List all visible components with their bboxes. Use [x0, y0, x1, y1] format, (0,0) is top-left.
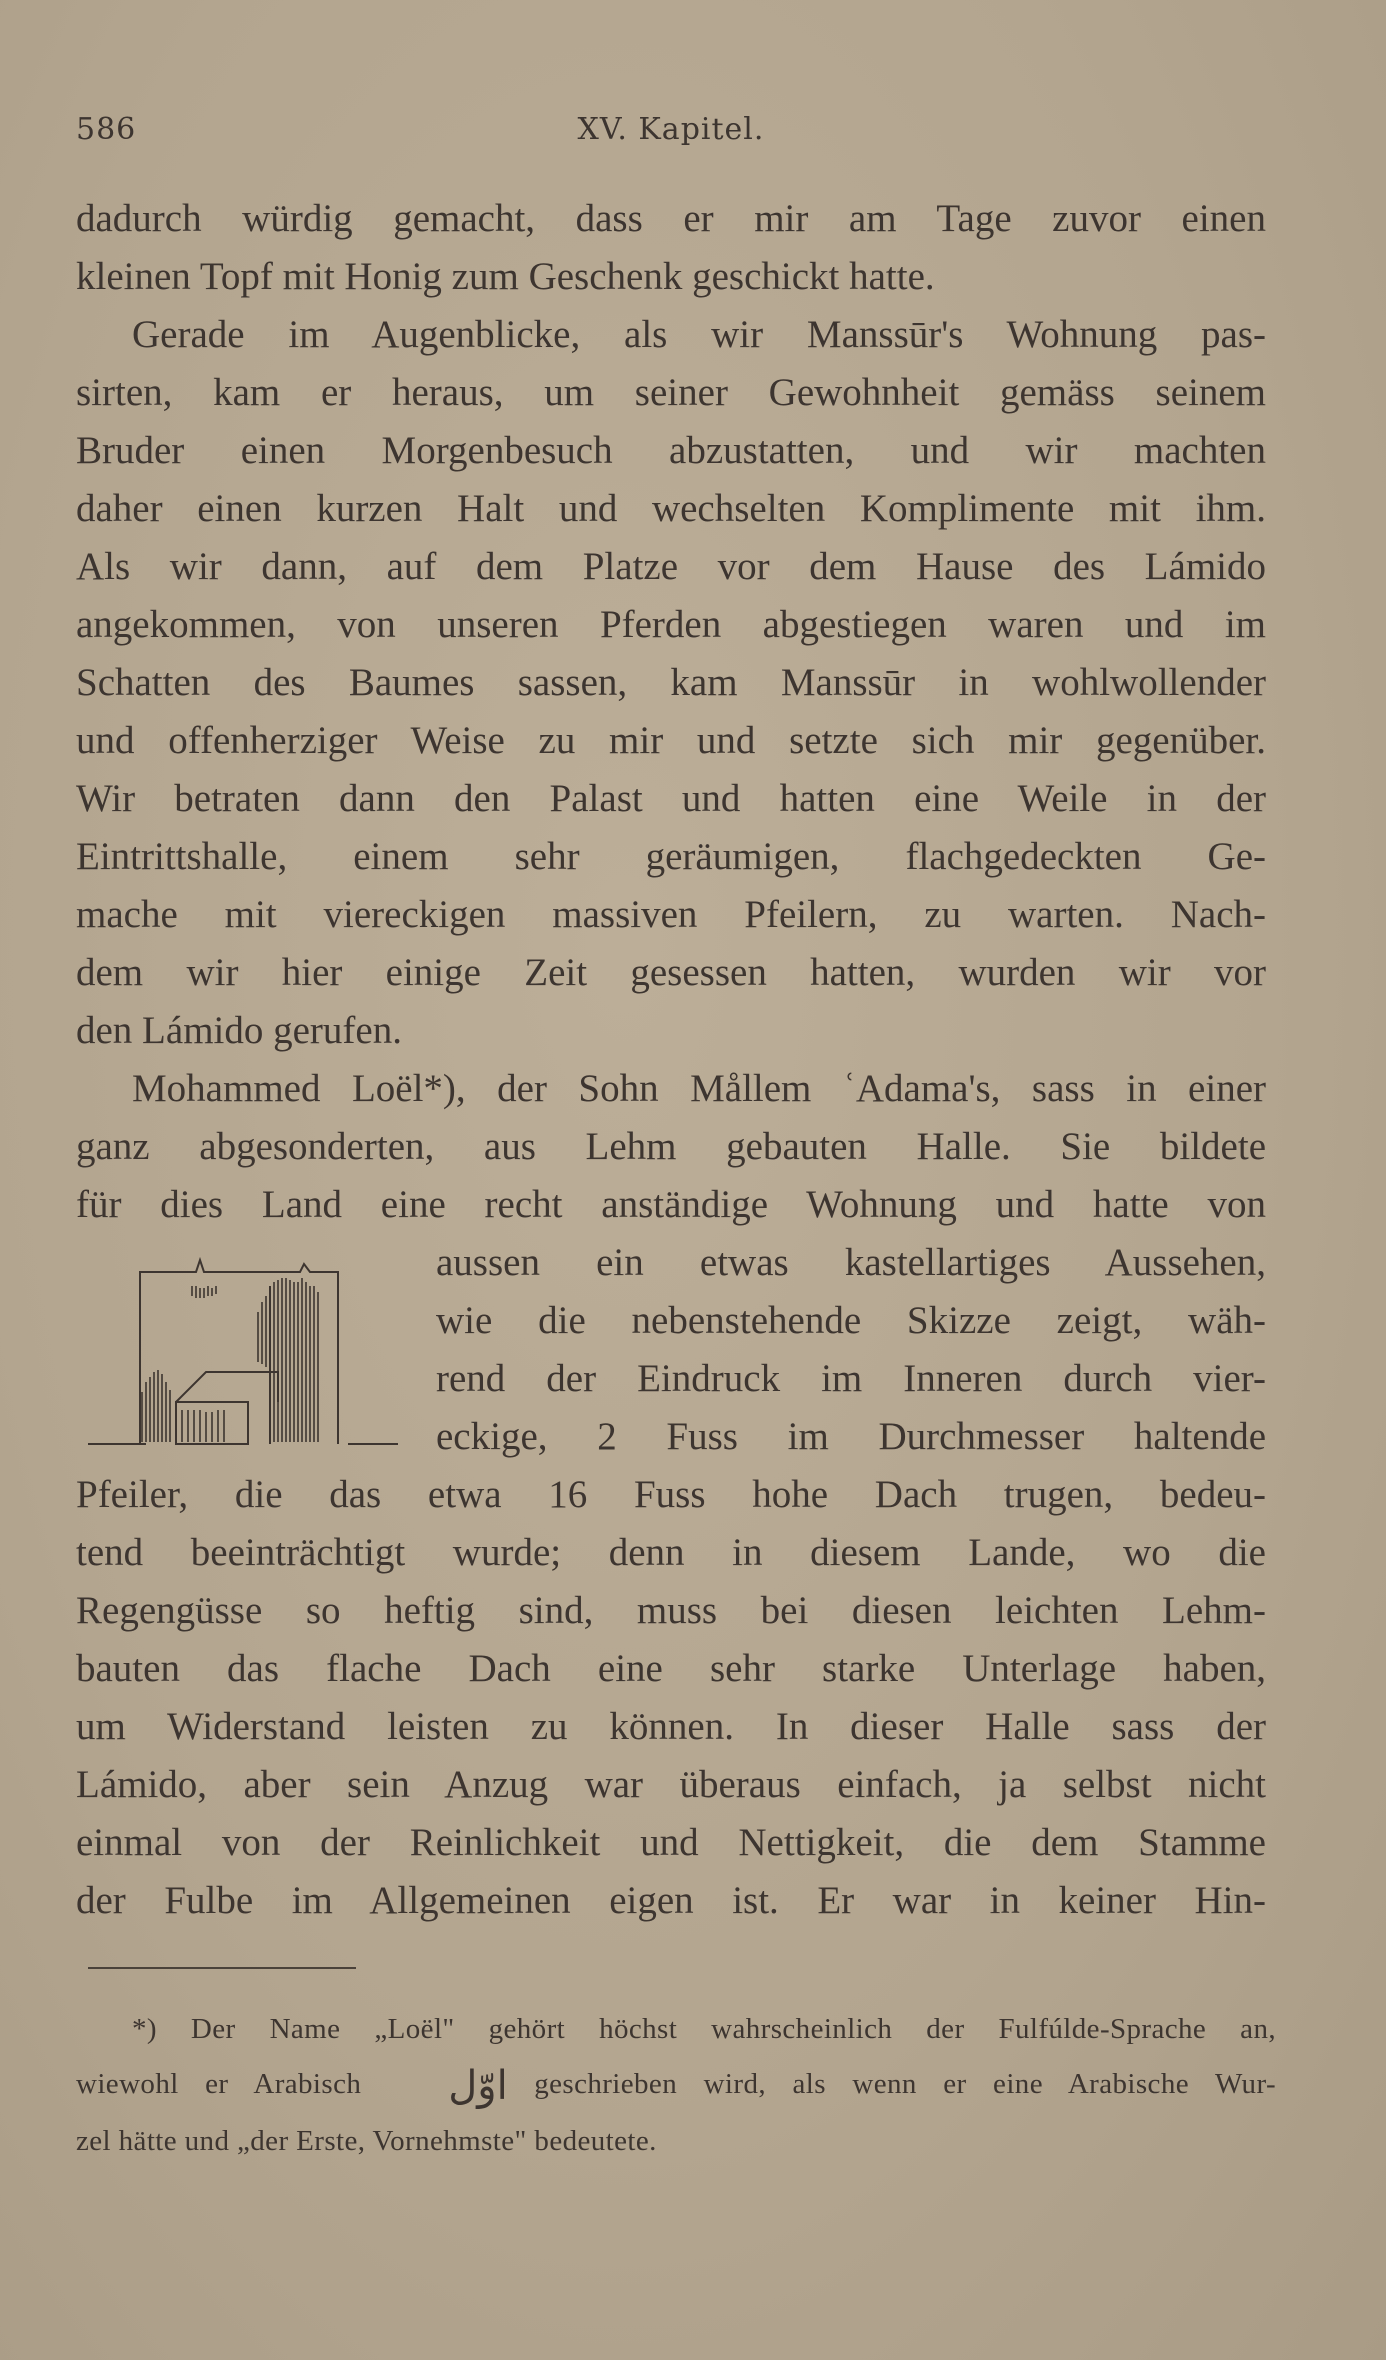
text-line: aussen ein etwas kastellartiges Aussehen, [436, 1241, 1266, 1284]
arabic-word: اوّل [448, 2062, 508, 2109]
text-line: um Widerstand leisten zu können. In dieser Halle sass der [76, 1705, 1266, 1748]
text-line: kleinen Topf mit Honig zum Geschenk geschickt hatte. [76, 255, 935, 298]
text-line: sirten, kam er heraus, um seiner Gewohnheit gemäss seinem [76, 371, 1266, 414]
text-line: Mohammed Loël*), der Sohn Mållem ʿAdama's, sass in einer [132, 1067, 1266, 1110]
text-line: angekommen, von unseren Pferden abgestiegen waren und im [76, 603, 1266, 646]
text-line: für dies Land eine recht anständige Wohnung und hatte von [76, 1183, 1266, 1226]
text-line: Pfeiler, die das etwa 16 Fuss hohe Dach trugen, bedeu- [76, 1473, 1266, 1516]
text-line: Eintrittshalle, einem sehr geräumigen, flachgedeckten Ge- [76, 835, 1266, 878]
footnote-rule [88, 1967, 356, 1969]
footnote [76, 2002, 1276, 2169]
footnote-line: *) Der Name „Loël" gehört höchst wahrscheinlich der Fulfúlde-Sprache an, [132, 2013, 1276, 2045]
text-line: Wir betraten dann den Palast und hatten eine Weile in der [76, 777, 1266, 820]
text-line: Regengüsse so heftig sind, muss bei diesen leichten Lehm- [76, 1589, 1266, 1632]
body-text [76, 190, 1266, 1930]
text-line: bauten das flache Dach eine sehr starke Unterlage haben, [76, 1647, 1266, 1690]
text-line: Als wir dann, auf dem Platze vor dem Hause des Lámido [76, 545, 1266, 588]
text-line: rend der Eindruck im Inneren durch vier- [436, 1357, 1266, 1400]
footnote-text: geschrieben wird, als wenn er eine Arabische Wur- [534, 2068, 1276, 2100]
text-line: eckige, 2 Fuss im Durchmesser haltende [436, 1415, 1266, 1458]
footnote-text: wiewohl er Arabisch [76, 2068, 362, 2100]
text-line: dadurch würdig gemacht, dass er mir am Tage zuvor einen [76, 197, 1266, 240]
text-line: tend beeinträchtigt wurde; denn in diesem Lande, wo die [76, 1531, 1266, 1574]
footnote-line: zel hätte und „der Erste, Vornehmste" bedeutete. [76, 2124, 657, 2157]
page-header [76, 112, 1266, 156]
text-line: ganz abgesonderten, aus Lehm gebauten Halle. Sie bildete [76, 1125, 1266, 1168]
text-line: daher einen kurzen Halt und wechselten Komplimente mit ihm. [76, 487, 1266, 530]
text-line: Gerade im Augenblicke, als wir Manssūr's Wohnung pas- [132, 313, 1266, 356]
page-number: 586 [76, 112, 137, 147]
text-line: Schatten des Baumes sassen, kam Manssūr in wohlwollender [76, 661, 1266, 704]
text-line: dem wir hier einige Zeit gesessen hatten, wurden wir vor [76, 951, 1266, 994]
text-line: einmal von der Reinlichkeit und Nettigkeit, die dem Stamme [76, 1821, 1266, 1864]
text-line: mache mit viereckigen massiven Pfeilern, zu warten. Nach- [76, 893, 1266, 936]
text-line: Lámido, aber sein Anzug war überaus einfach, ja selbst nicht [76, 1763, 1266, 1806]
text-line: wie die nebenstehende Skizze zeigt, wäh- [436, 1299, 1266, 1342]
castle-sketch-figure [88, 1252, 408, 1452]
text-line: Bruder einen Morgenbesuch abzustatten, und wir machten [76, 429, 1266, 472]
running-head: XV. Kapitel. [577, 112, 765, 147]
text-line: den Lámido gerufen. [76, 1009, 402, 1052]
text-line: der Fulbe im Allgemeinen eigen ist. Er war in keiner Hin- [76, 1879, 1266, 1922]
text-line: und offenherziger Weise zu mir und setzte sich mir gegenüber. [76, 719, 1266, 762]
footnote-line [76, 2057, 1276, 2114]
